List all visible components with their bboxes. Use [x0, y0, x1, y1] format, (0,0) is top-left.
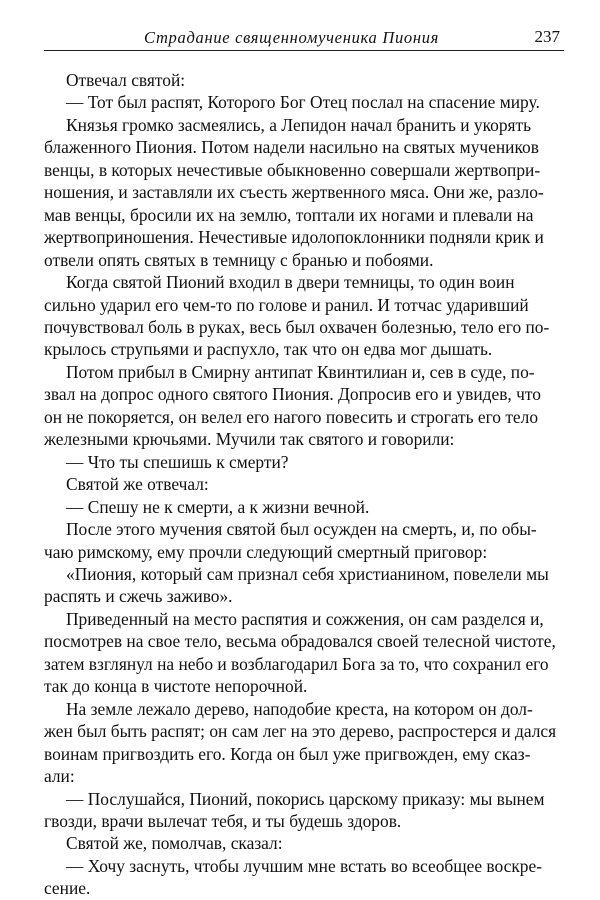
paragraph: — Спешу не к смерти, а к жизни вечной. [66, 496, 370, 517]
paragraph: Отвечал святой: [66, 70, 186, 90]
paragraph: — Тот был распят, Которого Бог Отец послал на спасение миру. [66, 92, 540, 113]
running-title: Страдание священномученика Пиония [144, 28, 440, 47]
paragraph: «Пиония, который сам признал себя христианином, повелели мы распять и сжечь заживо». [44, 563, 549, 607]
paragraph: Приведенный на место распятия и сожжения, он сам разделся и, посмотрев на свое тело, весьма обрадовался своей телесной чистоте, затем взглянул на небо и возблагодарил Бога за то, что сохранил его так до конца в чистоте непорочной. [44, 608, 556, 697]
running-header [44, 26, 564, 51]
paragraph: Святой же, помолчав, сказал: [66, 833, 283, 854]
paragraph: Князья громко засмеялись, а Лепидон начал бранить и укорять блаженного Пиония. Потом надели насильно на святых мучеников венцы, в которых нечестивые обыкновенно совершали жертвопри- ношения, и заставляли их съесть жертвенного мяса. Они же, разло- мав венцы, бросили их на землю, топтали их ногами и плевали на жертвоприношения. Нечестивые идолопоклонники подняли крик и отвели опять святых в темницу с бранью и побоями. [44, 114, 544, 270]
paragraph: — Хочу заснуть, чтобы лучшим мне встать во всеобщее воскре- сение. [44, 855, 543, 899]
paragraph: — Что ты спешишь к смерти? [66, 451, 289, 472]
paragraph: — Послушайся, Пионий, покорись царскому приказу: мы вынем гвозди, врачи вылечат тебя, и ты будешь здоров. [44, 788, 545, 831]
page-number: 237 [534, 27, 560, 46]
paragraph: После этого мучения святой был осужден на смерть, и, по обы- чаю римскому, ему прочли следующий смертный приговор: [44, 519, 537, 562]
paragraph: Потом прибыл в Смирну антипат Квинтилиан и, сев в суде, по- звал на допрос одного святого Пиония. Допросив его и увидев, что он не покоряется, он велел его нагого повесить и строгать его тело железными крючьями. Мучили так святого и говорили: [44, 361, 541, 450]
paragraph: Когда святой Пионий входил в двери темницы, то один воин сильно ударил его чем-то по голове и ранил. И тотчас ударивший почувствовал боль в руках, весь был охвачен болезнью, тело его по- крылось струпьями и распухло, так что он едва мог дышать. [44, 272, 550, 360]
body-text [44, 69, 564, 900]
paragraph: На земле лежало дерево, наподобие креста, на котором он дол- жен был быть распят; он сам лег на это дерево, распростерся и дался воинам пригвоздить его. Когда он был уже пригвожден, ему сказ- али: [44, 698, 557, 787]
paragraph: Святой же отвечал: [66, 474, 209, 495]
